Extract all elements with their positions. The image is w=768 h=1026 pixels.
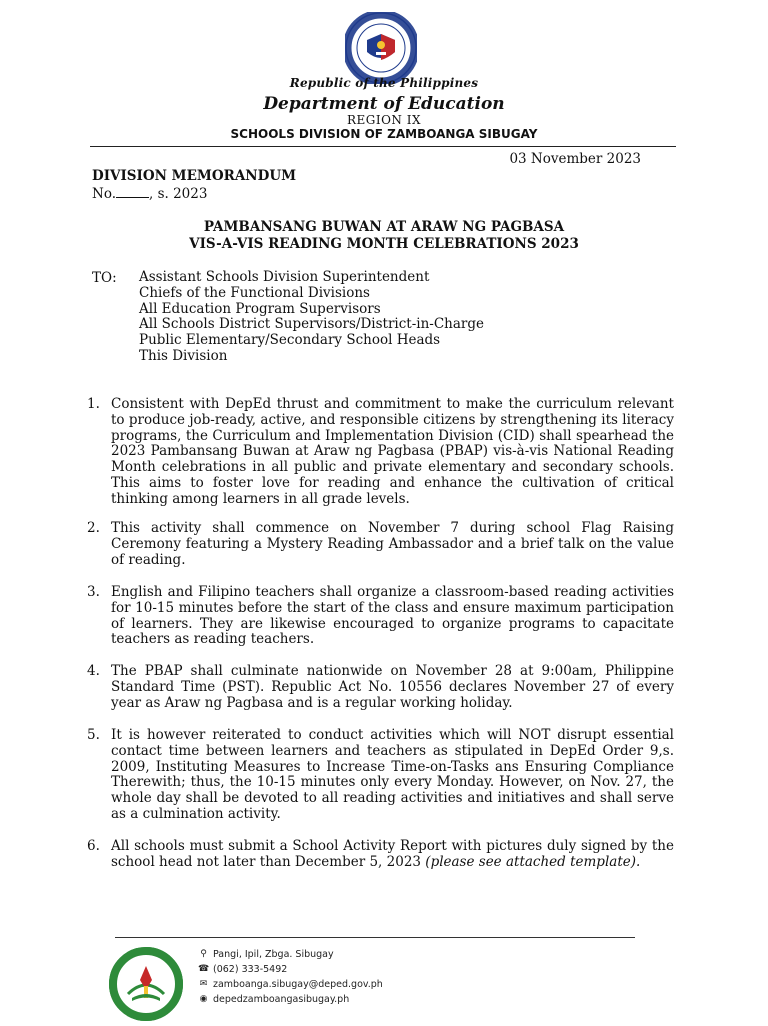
subject-line-2: VIS-A-VIS READING MONTH CELEBRATIONS 2023 — [189, 236, 579, 252]
department-heading: Department of Education — [263, 94, 505, 114]
deped-seal — [345, 12, 417, 84]
recipient-item: Public Elementary/Secondary School Heads — [139, 332, 441, 349]
division-heading: SCHOOLS DIVISION OF ZAMBOANGA SIBUGAY — [230, 127, 538, 141]
phone-text: (062) 333-5492 — [213, 964, 288, 975]
phone-icon: ☎ — [198, 964, 210, 974]
email-row — [198, 977, 383, 992]
division-logo — [108, 946, 184, 1022]
paragraph-number: 6. — [87, 838, 100, 854]
memo-number-suffix: , s. 2023 — [149, 186, 208, 202]
header-divider — [90, 146, 676, 147]
paragraph-number: 2. — [87, 520, 100, 536]
email-icon: ✉ — [199, 979, 208, 989]
memo-number — [92, 186, 207, 202]
recipient-item: All Education Program Supervisors — [139, 300, 381, 317]
memo-title: DIVISION MEMORANDUM — [92, 168, 297, 184]
paragraph-6 — [87, 838, 674, 871]
region-heading: REGION IX — [346, 113, 422, 127]
paragraph-text: Consistent with DepEd thrust and commitment to make the curriculum relevant to produce job-ready, active, and responsible citizens by strengthening its literacy programs, the Curriculum and Implementation Division (CID) shall spearhead the 2023 Pambansang Buwan at Araw ng Pagbasa (PBAP) vis-à-vis National Reading Month celebrations in all public and private elementary and secondary schools. This aims to foster love for reading and enhance the cultivation of critical thinking among learners in all grade levels. — [111, 396, 674, 507]
recipient-item: Chiefs of the Functional Divisions — [139, 284, 370, 301]
paragraph-1 — [87, 396, 674, 508]
footer-contacts — [198, 947, 383, 1007]
republic-heading: Republic of the Philippines — [289, 76, 479, 90]
email-link[interactable]: zamboanga.sibugay@deped.gov.ph — [213, 979, 383, 990]
web-row — [198, 992, 383, 1007]
paragraph-number: 4. — [87, 663, 100, 679]
subject-line-1: PAMBANSANG BUWAN AT ARAW NG PAGBASA — [203, 219, 565, 235]
paragraph-number: 1. — [87, 396, 100, 412]
to-label: TO: — [92, 270, 117, 286]
footer-divider — [115, 937, 635, 938]
paragraph-text: This activity shall commence on November 7 during school Flag Raising Ceremony featuring a Mystery Reading Ambassador and a brief talk on the value of reading. — [111, 520, 674, 568]
address-text: Pangi, Ipil, Zbga. Sibugay — [213, 949, 334, 960]
memo-number-prefix: No. — [92, 186, 116, 202]
recipient-list — [139, 270, 484, 365]
web-icon: ◉ — [199, 994, 208, 1004]
paragraph-text: It is however reiterated to conduct activities which will NOT disrupt essential contact time between learners and teachers as stipulated in DepEd Order 9,s. 2009, Instituting Measures to Increase Time-on-Tasks ans Ensuring Compliance Therewith; thus, the 10-15 minutes only every Monday. However, on Nov. 27, the whole day shall be devoted to all reading activities and initiatives and shall serve as a culmination activity. — [111, 727, 674, 822]
paragraph-number: 5. — [87, 727, 100, 743]
address-row — [198, 947, 383, 962]
paragraph-4 — [87, 663, 674, 711]
paragraph-5 — [87, 727, 674, 823]
recipient-item: Assistant Schools Division Superintendent — [139, 269, 430, 285]
web-link[interactable]: depedzamboangasibugay.ph — [213, 994, 350, 1005]
paragraph-note: (please see attached template). — [425, 853, 641, 870]
paragraph-number: 3. — [87, 584, 100, 600]
memo-date: 03 November 2023 — [509, 151, 641, 167]
recipient-item: All Schools District Supervisors/District-in-Charge — [139, 316, 485, 333]
paragraph-text: English and Filipino teachers shall organize a classroom-based reading activities for 10-15 minutes before the start of the class and ensure maximum participation of learners. They are likewise encouraged to organize programs to capacitate teachers as reading teachers. — [111, 584, 674, 648]
paragraph-text: All schools must submit a School Activity Report with pictures duly signed by the school head not later than December 5, 2023 — [111, 838, 674, 870]
memo-number-blank — [116, 186, 149, 198]
paragraph-2 — [87, 520, 674, 568]
paragraph-text: The PBAP shall culminate nationwide on November 28 at 9:00am, Philippine Standard Time (PST). Republic Act No. 10556 declares November 27 of every year as Araw ng Pagbasa and is a regular working holiday. — [111, 663, 674, 711]
phone-row — [198, 962, 383, 977]
paragraph-3 — [87, 584, 674, 648]
recipient-item: This Division — [139, 347, 228, 364]
location-pin-icon: ⚲ — [200, 949, 207, 959]
